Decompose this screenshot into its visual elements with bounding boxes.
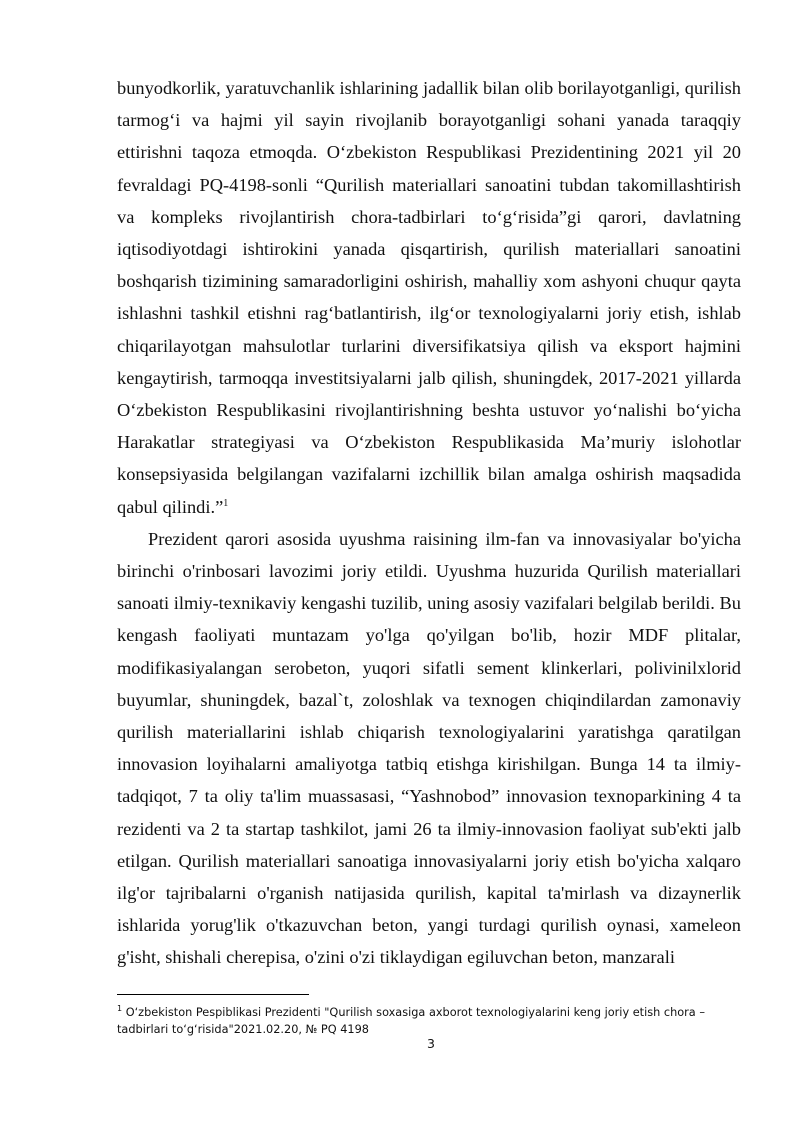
paragraph-1 bbox=[117, 72, 741, 523]
footnote-text: O‘zbekiston Pespiblikasi Prezidenti "Qurilish soxasiga axborot texnologiyalarini keng joriy etish chora – tadbirlari to‘g‘risida"2021.02.20, № PQ 4198 bbox=[117, 1005, 705, 1036]
page-number: 3 bbox=[427, 1036, 435, 1051]
paragraph-1-text: bunyodkorlik, yaratuvchanlik ishlarining jadallik bilan olib borilayotganligi, qurilish tarmog‘i va hajmi yil sayin rivojlanib borayotganligi sohani yanada taraqqiy ettirishni taqoza etmoqda. O‘zbekiston Respublikasi Prezidentining 2021 yil 20 fevraldagi PQ-4198-sonli “Qurilish materiallari sanoatini tubdan takomillashtirish va kompleks rivojlantirish chora-tadbirlari to‘g‘risida”gi qarori, davlatning iqtisodiyotdagi ishtirokini yanada qisqartirish, qurilish materiallari sanoatini boshqarish tizimining samaradorligini oshirish, mahalliy xom ashyoni chuqur qayta ishlashni tashkil etishni rag‘batlantirish, ilg‘or texnologiyalarni joriy etish, ishlab chiqarilayotgan mahsulotlar turlarini diversifikatsiya qilish va eksport hajmini kengaytirish, tarmoqqa investitsiyalarni jalb qilish, shuningdek, 2017-2021 yillarda O‘zbekiston Respublikasini rivojlantirishning beshta ustuvor yo‘nalishi bo‘yicha Harakatlar strategiyasi va O‘zbekiston Respublikasida Ma’muriy islohotlar konsepsiyasida belgilangan vazifalarni izchillik bilan amalga oshirish maqsadida qabul qilindi.” bbox=[117, 78, 741, 517]
body-text bbox=[117, 72, 741, 974]
footnote-reference: 1 bbox=[223, 497, 229, 509]
footnote bbox=[117, 1000, 741, 1038]
footnote-number: 1 bbox=[117, 1004, 123, 1013]
footnote-separator bbox=[117, 994, 309, 995]
paragraph-2: Prezident qarori asosida uyushma raisining ilm-fan va innovasiyalar bo'yicha birinchi o'rinbosari lavozimi joriy etildi. Uyushma huzurida Qurilish materiallari sanoati ilmiy-texnikaviy kengashi tuzilib, uning asosiy vazifalari belgilab berildi. Bu kengash faoliyati muntazam yo'lga qo'yilgan bo'lib, hozir MDF plitalar, modifikasiyalangan serobeton, yuqori sifatli sement klinkerlari, polivinilxlorid buyumlar, shuningdek, bazal`t, zoloshlak va texnogen chiqindilardan zamonaviy qurilish materiallarini ishlab chiqarish texnologiyalarini yaratishga qaratilgan innovasion loyihalarni amaliyotga tatbiq etishga kirishilgan. Bunga 14 ta ilmiy-tadqiqot, 7 ta oliy ta'lim muassasasi, “Yashnobod” innovasion texnoparkining 4 ta rezidenti va 2 ta startap tashkilot, jami 26 ta ilmiy-innovasion faoliyat sub'ekti jalb etilgan. Qurilish materiallari sanoatiga innovasiyalarni joriy etish bo'yicha xalqaro ilg'or tajribalarni o'rganish natijasida qurilish, kapital ta'mirlash va dizaynerlik ishlarida yorug'lik o'tkazuvchan beton, yangi turdagi qurilish oynasi, xameleon g'isht, shishali cherepisa, o'zini o'zi tiklaydigan egiluvchan beton, manzarali bbox=[117, 528, 741, 968]
